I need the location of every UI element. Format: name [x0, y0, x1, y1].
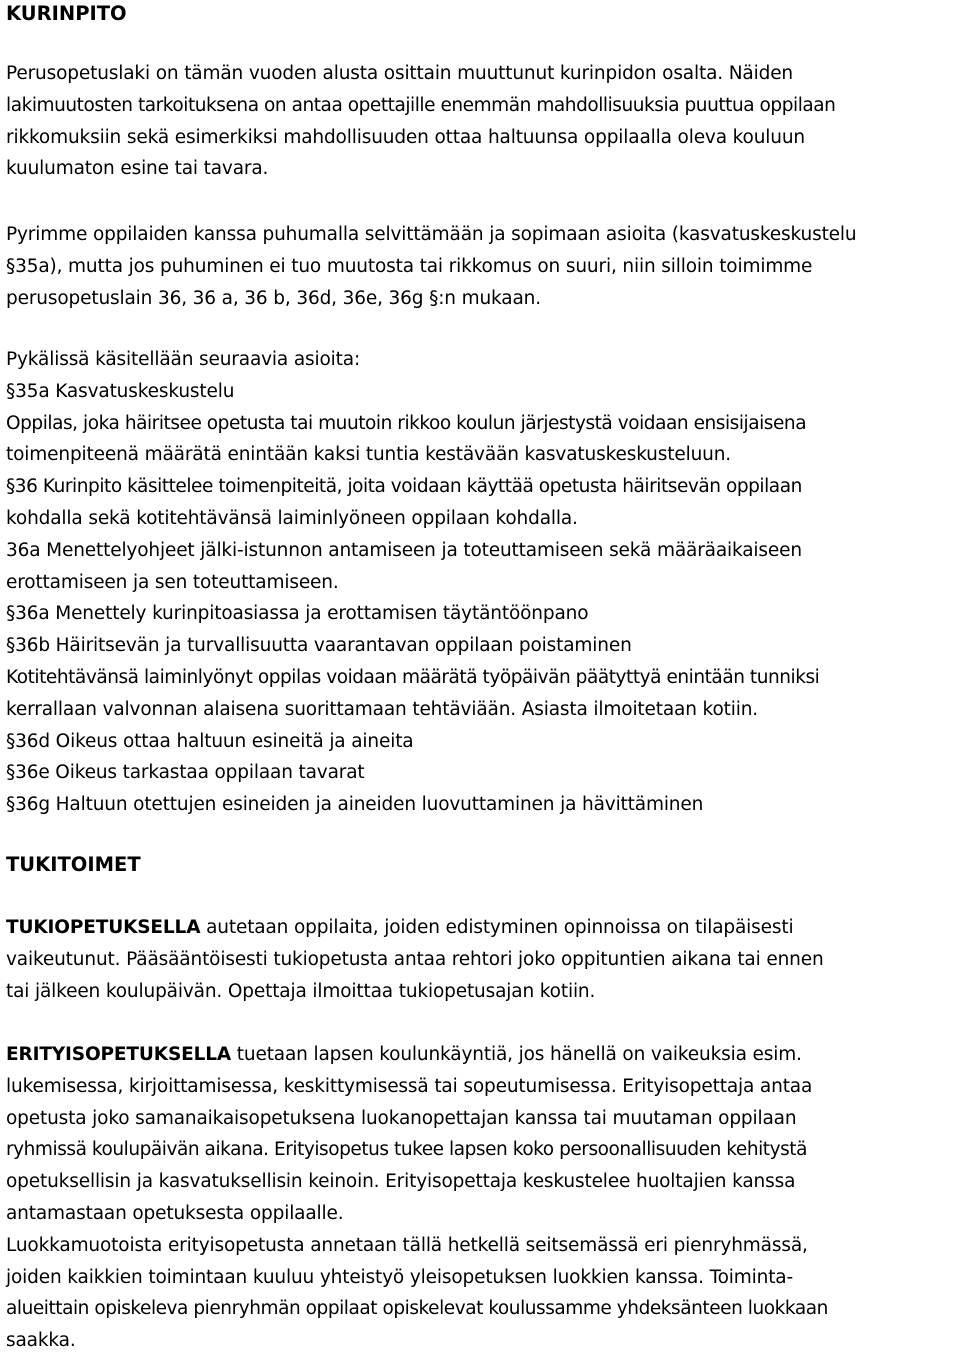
kurinpito-heading: KURINPITO	[6, 2, 127, 25]
text-line	[6, 1039, 956, 1071]
text-line: kuulumaton esine tai tavara.	[6, 158, 269, 180]
text-fragment: tuetaan lapsen koulunkäyntiä, jos hänellä on vaikeuksia esim.	[231, 1044, 802, 1065]
text-line: lakimuutosten tarkoituksena on antaa opettajille enemmän mahdollisuuksia puuttua oppilaan	[6, 94, 836, 116]
text-line: rikkomuksiin sekä esimerkiksi mahdollisuuden ottaa haltuunsa oppilaalla oleva kouluun	[6, 126, 806, 148]
erityisopetus-paragraph	[6, 1039, 956, 1357]
text-line: Pykälissä käsitellään seuraavia asioita:	[6, 349, 361, 370]
text-line: perusopetuslain 36, 36 a, 36 b, 36d, 36e, 36g §:n mukaan.	[6, 287, 541, 309]
text-fragment: autetaan oppilaita, joiden edistyminen opinnoissa on tilapäisesti	[200, 917, 794, 938]
text-line: erottamiseen ja sen toteuttamiseen.	[6, 571, 339, 593]
section-item: §36 Kurinpito käsittelee toimenpiteitä, joita voidaan käyttää opetusta häiritsevän oppilaan	[6, 476, 802, 498]
kurinpito-approach-paragraph	[6, 219, 956, 314]
section-item: §36g Haltuun otettujen esineiden ja aineiden luovuttaminen ja hävittäminen	[6, 794, 704, 816]
text-line: tai jälkeen koulupäivän. Opettaja ilmoittaa tukiopetusajan kotiin.	[6, 980, 596, 1002]
text-line: Oppilas, joka häiritsee opetusta tai muutoin rikkoo koulun järjestystä voidaan ensisijaisena	[6, 412, 807, 434]
section-item: §36a Menettely kurinpitoasiassa ja erottamisen täytäntöönpano	[6, 603, 589, 625]
text-line: lukemisessa, kirjoittamisessa, keskittymisessä tai sopeutumisessa. Erityisopettaja antaa	[6, 1075, 813, 1097]
section-item: §36b Häiritsevän ja turvallisuutta vaarantavan oppilaan poistaminen	[6, 635, 632, 657]
text-line: ryhmissä koulupäivän aikana. Erityisopetus tukee lapsen koko persoonallisuuden kehitystä	[6, 1139, 807, 1161]
section-item: 36a Menettelyohjeet jälki-istunnon antamiseen ja toteuttamiseen sekä määräaikaiseen	[6, 539, 802, 561]
tukiopetus-paragraph	[6, 912, 956, 1007]
section-item: §35a Kasvatuskeskustelu	[6, 380, 235, 402]
section-item: §36d Oikeus ottaa haltuun esineitä ja aineita	[6, 730, 414, 752]
text-line: opetuksellisin ja kasvatuksellisin keinoin. Erityisopettaja keskustelee huoltajien kanssa	[6, 1171, 796, 1193]
text-line: vaikeutunut. Pääsääntöisesti tukiopetusta antaa rehtori joko oppituntien aikana tai ennen	[6, 948, 824, 970]
text-line: Perusopetuslaki on tämän vuoden alusta osittain muuttunut kurinpidon osalta. Näiden	[6, 63, 793, 84]
text-line: kerrallaan valvonnan alaisena suorittamaan tehtäviään. Asiasta ilmoitetaan kotiin.	[6, 698, 759, 720]
text-line: toimenpiteenä määrätä enintään kaksi tuntia kestävään kasvatuskeskusteluun.	[6, 444, 732, 466]
erityisopetus-term: ERITYISOPETUKSELLA	[6, 1044, 232, 1065]
text-line: Pyrimme oppilaiden kanssa puhumalla selvittämään ja sopimaan asioita (kasvatuskeskustelu	[6, 224, 857, 245]
kurinpito-sections-list	[6, 344, 956, 821]
tukitoimet-heading: TUKITOIMET	[6, 853, 141, 876]
text-line: joiden kaikkien toimintaan kuuluu yhteistyö yleisopetuksen luokkien kanssa. Toiminta-	[6, 1266, 794, 1288]
text-line: Luokkamuotoista erityisopetusta annetaan tällä hetkellä seitsemässä eri pienryhmässä,	[6, 1234, 808, 1256]
tukiopetus-term: TUKIOPETUKSELLA	[6, 917, 201, 938]
text-line: kohdalla sekä kotitehtävänsä laiminlyöneen oppilaan kohdalla.	[6, 507, 578, 529]
text-line: opetusta joko samanaikaisopetuksena luokanopettajan kanssa tai muutaman oppilaan	[6, 1107, 797, 1129]
text-line: Kotitehtävänsä laiminlyönyt oppilas voidaan määrätä työpäivän päätyttyä enintään tunniksi	[6, 666, 820, 688]
kurinpito-intro-paragraph	[6, 58, 956, 185]
text-line	[6, 912, 956, 944]
text-line: saakka.	[6, 1330, 76, 1352]
text-line: antamastaan opetuksesta oppilaalle.	[6, 1202, 344, 1224]
text-line: alueittain opiskeleva pienryhmän oppilaat opiskelevat koulussamme yhdeksänteen luokkaan	[6, 1298, 828, 1320]
section-item: §36e Oikeus tarkastaa oppilaan tavarat	[6, 762, 365, 784]
text-line: §35a), mutta jos puhuminen ei tuo muutosta tai rikkomus on suuri, niin silloin toimimme	[6, 255, 813, 277]
